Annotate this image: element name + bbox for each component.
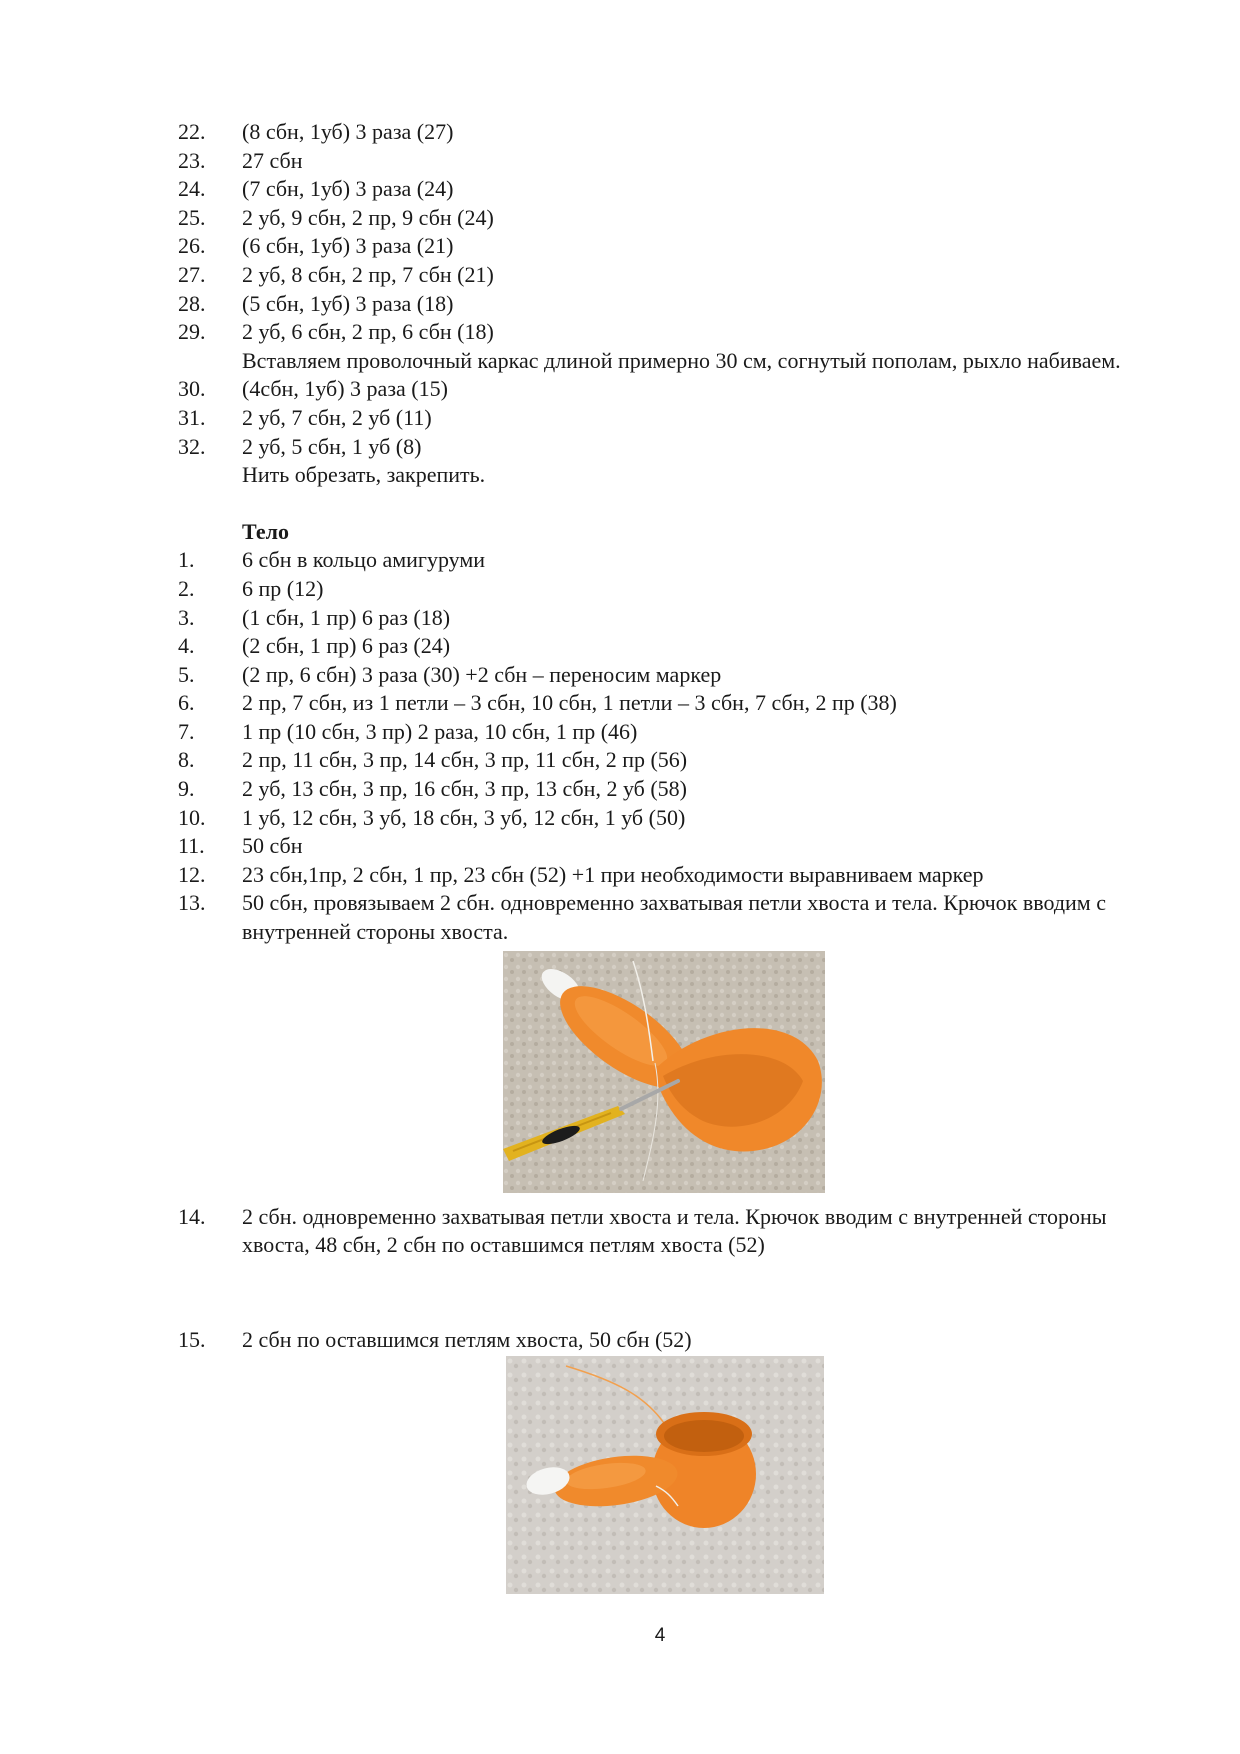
item-number: 14. [178,1203,206,1229]
item-number: 30. [178,376,206,402]
item-text: (5 сбн, 1уб) 3 раза (18) [242,290,454,316]
list-item [178,1326,1138,1355]
finish-note: Нить обрезать, закрепить. [242,462,486,488]
item-number: 28. [178,290,206,316]
list-item [178,175,1138,204]
list-item [178,118,1138,147]
item-number: 1. [178,547,195,573]
item-text: (1 сбн, 1 пр) 6 раз (18) [242,604,451,630]
list-item [178,718,1138,747]
item-number: 8. [178,747,195,773]
item-number: 2. [178,575,195,601]
list-item [178,804,1138,833]
item-text: 6 пр (12) [242,575,324,601]
item-number: 9. [178,776,195,802]
item-text: 50 сбн [242,833,303,859]
list-item [178,775,1138,804]
item-number: 24. [178,176,206,202]
item-text: 2 уб, 7 сбн, 2 уб (11) [242,404,432,430]
item-text: 6 сбн в кольцо амигуруми [242,547,486,573]
section-heading: Тело [242,518,289,544]
photo-tail-attached-illustration [506,1356,824,1594]
item-text: 1 пр (10 сбн, 3 пр) 2 раза, 10 сбн, 1 пр (46) [242,718,638,744]
item-text: 2 пр, 7 сбн, из 1 петли – 3 сбн, 10 сбн, 1 петли – 3 сбн, 7 сбн, 2 пр (38) [242,690,897,716]
list-item [178,375,1138,404]
item-text: 50 сбн, провязываем 2 сбн. одновременно захватывая петли хвоста и тела. Крючок вводим с внутренней стороны хвоста. [242,890,1106,945]
item-text: (8 сбн, 1уб) 3 раза (27) [242,119,454,144]
item-text: (4сбн, 1уб) 3 раза (15) [242,376,448,402]
page-content [178,118,1138,1594]
item-number: 22. [178,119,206,144]
photo-tail-attached [506,1356,824,1594]
list-item [178,290,1138,319]
item-text: (2 сбн, 1 пр) 6 раз (24) [242,633,451,659]
list-item [178,433,1138,462]
photo-tail-joining [503,951,825,1193]
item-number: 15. [178,1326,206,1352]
item-text: 1 уб, 12 сбн, 3 уб, 18 сбн, 3 уб, 12 сбн, 1 уб (50) [242,804,686,830]
page-number: 4 [654,1625,666,1646]
item-number: 10. [178,804,206,830]
item-number: 13. [178,890,206,916]
list-item [178,632,1138,661]
item-number: 23. [178,147,206,173]
item-text: 2 пр, 11 сбн, 3 пр, 14 сбн, 3 пр, 11 сбн, 2 пр (56) [242,747,688,773]
item-number: 29. [178,319,206,345]
list-item [178,575,1138,604]
item-number: 27. [178,261,206,287]
item-text: 27 сбн [242,147,303,173]
item-number: 25. [178,204,206,230]
item-text: 2 уб, 5 сбн, 1 уб (8) [242,433,422,459]
list-item [178,661,1138,690]
item-text: 23 сбн,1пр, 2 сбн, 1 пр, 23 сбн (52) +1 при необходимости выравниваем маркер [242,861,984,887]
list-item [178,889,1138,946]
list-item [178,604,1138,633]
list-item [178,232,1138,261]
item-text: 2 сбн по оставшимся петлям хвоста, 50 сбн (52) [242,1326,692,1352]
list-item [178,261,1138,290]
list-item [178,147,1138,176]
list-item [178,404,1138,433]
item-text: (2 пр, 6 сбн) 3 раза (30) +2 сбн – переносим маркер [242,661,722,687]
item-number: 4. [178,633,195,659]
list-item [178,204,1138,233]
list-item [178,1203,1138,1260]
list-item [178,318,1138,347]
item-text: (7 сбн, 1уб) 3 раза (24) [242,176,454,202]
item-text: 2 уб, 9 сбн, 2 пр, 9 сбн (24) [242,204,494,230]
item-number: 3. [178,604,195,630]
item-number: 6. [178,690,195,716]
photo-tail-joining-illustration [503,951,825,1193]
list-item [178,689,1138,718]
item-number: 26. [178,233,206,259]
item-text: 2 уб, 13 сбн, 3 пр, 16 сбн, 3 пр, 13 сбн, 2 уб (58) [242,776,688,802]
item-number: 12. [178,861,206,887]
list-item [178,546,1138,575]
item-number: 31. [178,404,206,430]
frame-insert-note: Вставляем проволочный каркас длиной примерно 30 см, согнутый пополам, рыхло набиваем. [242,347,1121,373]
item-text: 2 уб, 6 сбн, 2 пр, 6 сбн (18) [242,319,494,345]
item-number: 5. [178,661,195,687]
list-item [178,861,1138,890]
item-number: 32. [178,433,206,459]
list-item [178,746,1138,775]
list-item [178,832,1138,861]
item-number: 7. [178,718,195,744]
item-text: 2 уб, 8 сбн, 2 пр, 7 сбн (21) [242,261,494,287]
item-text: 2 сбн. одновременно захватывая петли хвоста и тела. Крючок вводим с внутренней стороны хвоста, 48 сбн, 2 сбн по оставшимся петлям хвоста (52) [242,1203,1107,1258]
item-number: 11. [178,833,205,859]
item-text: (6 сбн, 1уб) 3 раза (21) [242,233,454,259]
